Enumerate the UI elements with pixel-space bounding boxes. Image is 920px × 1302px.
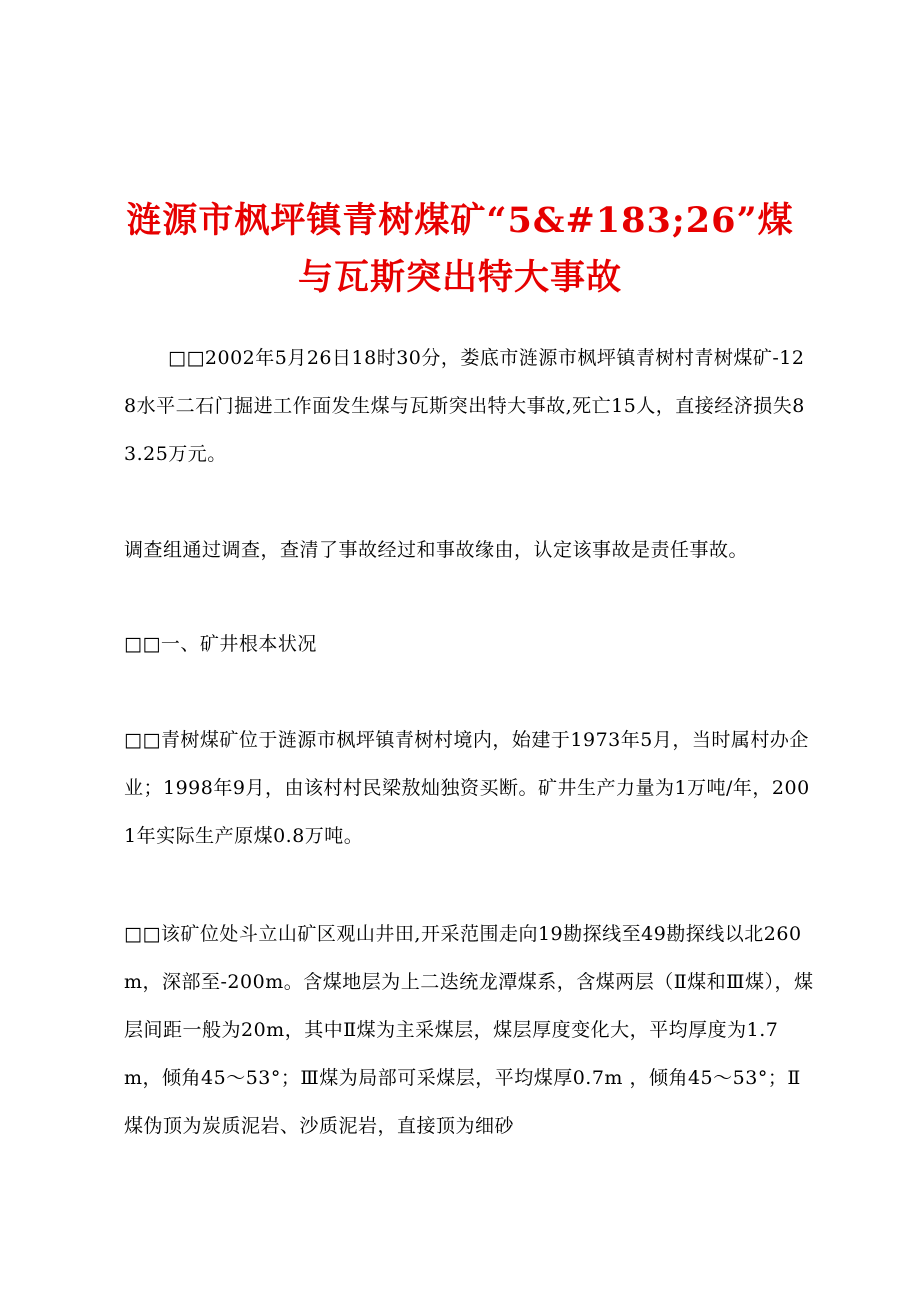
document-title: 涟源市枫坪镇青树煤矿“5&#183;26”煤与瓦斯突出特大事故 <box>126 200 794 298</box>
paragraph-investigation-conclusion: 调查组通过调查，查清了事故经过和事故缘由，认定该事故是责任事故。 <box>124 539 749 561</box>
paragraph-mine-location: □□青树煤矿位于涟源市枫坪镇青树村境内，始建于1973年5月，当时属村办企业；1998年9月，由该村村民梁敖灿独资买断。矿井生产力量为1万吨/年，2001年实际生产原煤0.8万吨。 <box>124 729 810 847</box>
paragraph-geology: □□该矿位处斗立山矿区观山井田,开采范围走向19勘探线至49勘探线以北260m，深部至-200m。含煤地层为上二迭统龙潭煤系，含煤两层（Ⅱ煤和Ⅲ煤），煤层间距一般为20m，其中Ⅱ煤为主采煤层，煤层厚度变化大，平均厚度为1.7m，倾角45～53°；Ⅲ煤为局部可采煤层，平均煤厚0.7m ，倾角45～53°；Ⅱ煤伪顶为炭质泥岩、沙质泥岩，直接顶为细砂 <box>124 923 814 1137</box>
section-heading-mine-overview: □□一、矿井根本状况 <box>124 633 317 655</box>
paragraph-accident-summary: □□2002年5月26日18时30分，娄底市涟源市枫坪镇青树村青树煤矿-128水平二石门掘进工作面发生煤与瓦斯突出特大事故,死亡15人，直接经济损失83.25万元。 <box>124 347 805 465</box>
